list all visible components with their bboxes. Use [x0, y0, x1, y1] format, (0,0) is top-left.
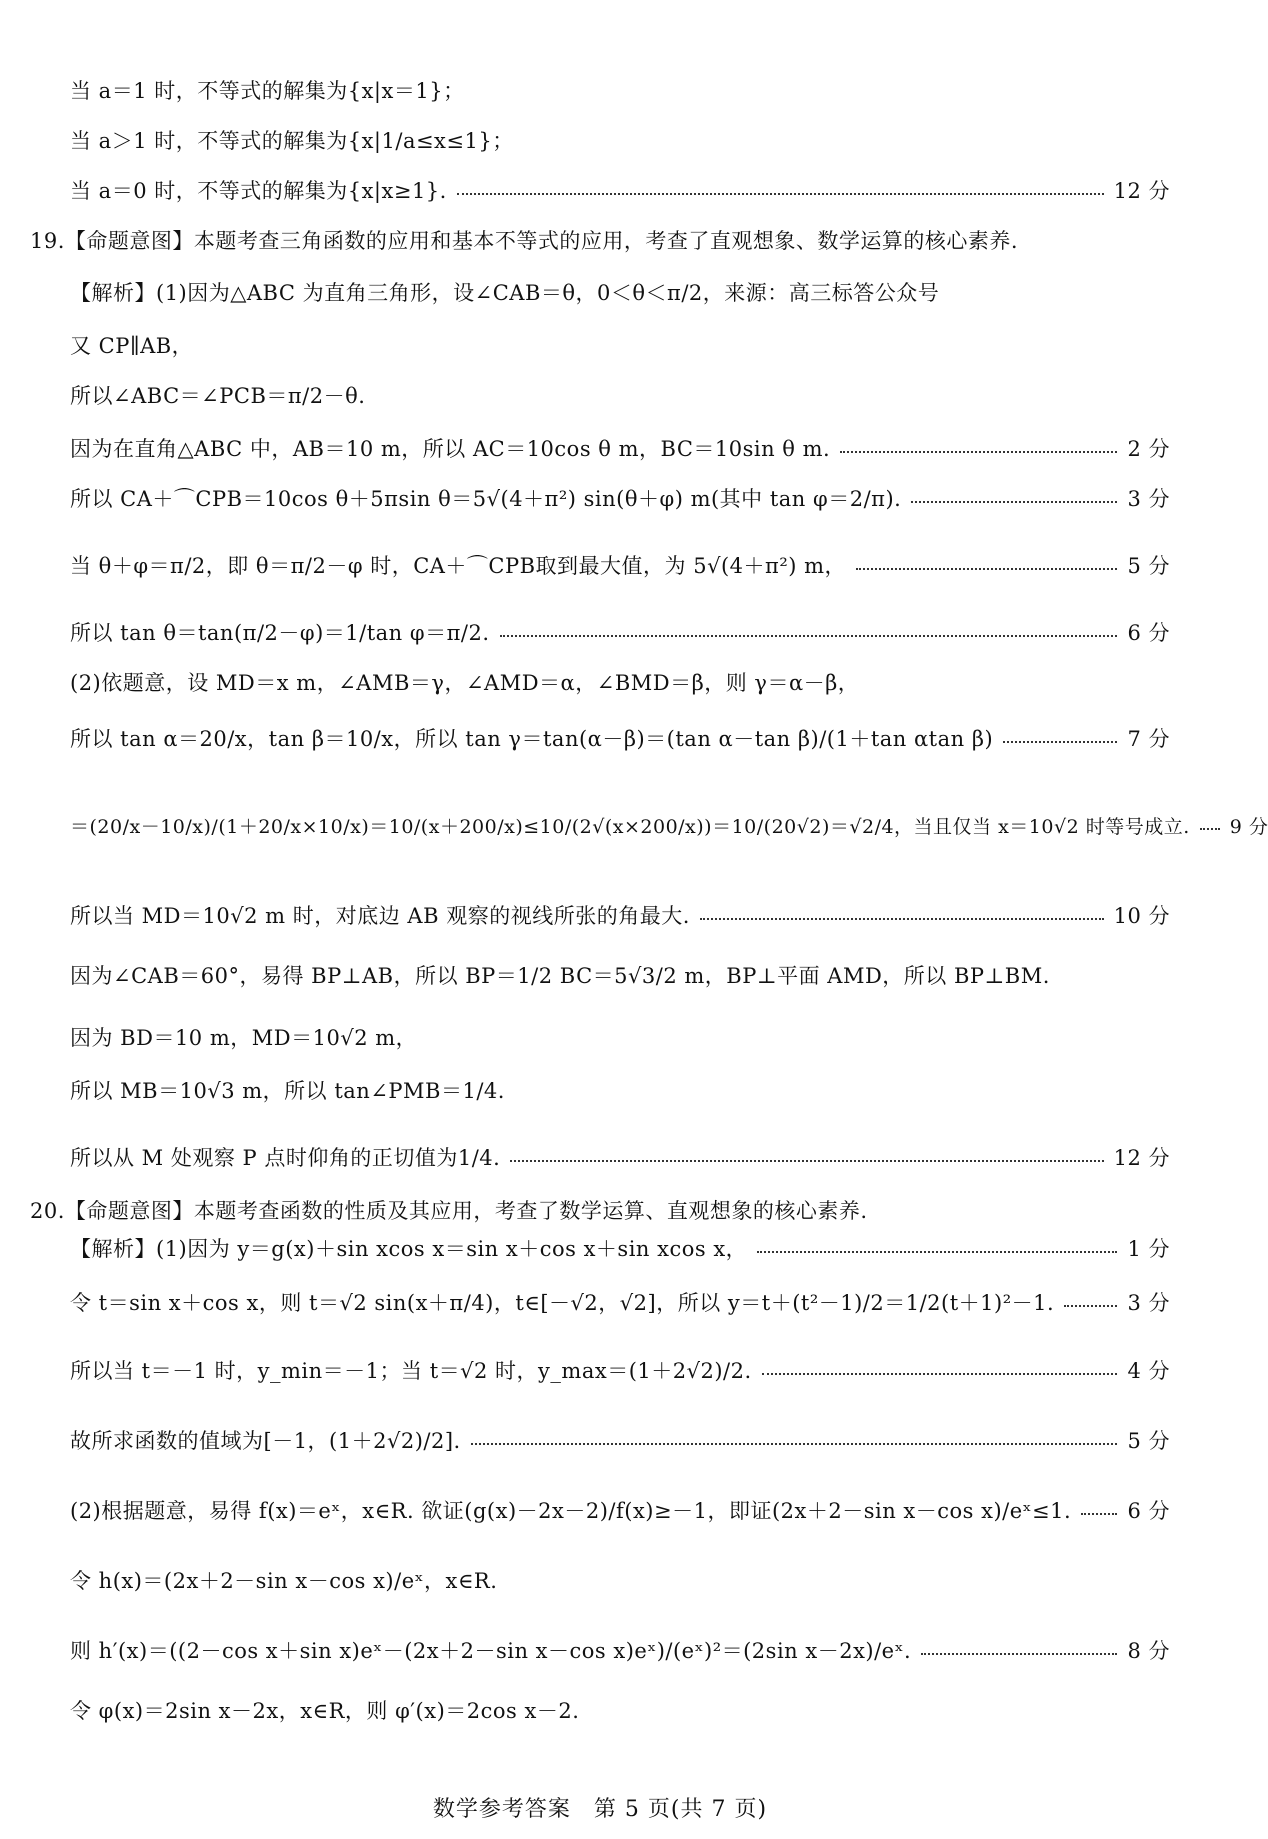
text-line [70, 1680, 1170, 1740]
line-text: 【解析】(1)因为 y＝g(x)＋sin xcos x＝sin x＋cos x＋sin xcos x， [70, 1237, 748, 1261]
text-line [70, 1620, 1170, 1680]
line-text: (2)依题意，设 MD＝x m，∠AMB＝γ，∠AMD＝α，∠BMD＝β，则 γ＝α－β， [70, 671, 860, 695]
dot-leader [911, 501, 1117, 503]
line-text: 因为 BD＝10 m，MD＝10√2 m， [70, 1026, 418, 1050]
score-label: 5 分 [1127, 554, 1170, 578]
dot-leader [1064, 1305, 1117, 1307]
text-line [70, 1127, 1170, 1187]
line-text: 令 φ(x)＝2sin x－2x，x∈R，则 φ′(x)＝2cos x－2. [70, 1699, 580, 1723]
text-line [70, 1410, 1170, 1470]
text-line [70, 708, 1170, 768]
line-text: 所以 MB＝10√3 m，所以 tan∠PMB＝1/4. [70, 1079, 505, 1103]
score-label: 4 分 [1127, 1359, 1170, 1383]
score-label: 1 分 [1127, 1237, 1170, 1261]
text-line [70, 652, 1170, 712]
score-label: 2 分 [1127, 437, 1170, 461]
dot-leader [471, 1443, 1118, 1445]
score-label: 12 分 [1113, 1146, 1170, 1170]
line-text: 【解析】(1)因为△ABC 为直角三角形，设∠CAB＝θ，0＜θ＜π/2，来源：高三标答公众号 [70, 281, 940, 305]
text-line [70, 1480, 1170, 1540]
line-text: 因为在直角△ABC 中，AB＝10 m，所以 AC＝10cos θ m，BC＝10sin θ m. [70, 437, 831, 461]
text-line [70, 885, 1170, 945]
text-line [70, 468, 1170, 528]
line-text: (2)根据题意，易得 f(x)＝eˣ，x∈R. 欲证(g(x)－2x－2)/f(x)≥－1，即证(2x＋2－sin x－cos x)/eˣ≤1. [70, 1499, 1072, 1523]
dot-leader [500, 635, 1118, 637]
line-text: 所以∠ABC＝∠PCB＝π/2－θ. [70, 384, 366, 408]
line-text: 故所求函数的值域为[－1，(1＋2√2)/2]. [70, 1429, 461, 1453]
text-line [70, 1550, 1170, 1610]
dot-leader [757, 1251, 1117, 1253]
score-label: 10 分 [1113, 904, 1170, 928]
score-label: 3 分 [1127, 1291, 1170, 1315]
text-line [70, 1272, 1170, 1332]
score-label: 8 分 [1127, 1639, 1170, 1663]
score-label: 5 分 [1127, 1429, 1170, 1453]
score-label: 9 分 [1229, 815, 1268, 838]
dot-leader [840, 451, 1117, 453]
score-label: 12 分 [1113, 179, 1170, 203]
text-line [70, 1218, 1170, 1278]
score-label: 7 分 [1127, 727, 1170, 751]
dot-leader [700, 918, 1104, 920]
dot-leader [856, 568, 1117, 570]
text-line [70, 262, 1170, 322]
line-text: 所以 tan α＝20/x，tan β＝10/x，所以 tan γ＝tan(α－β)＝(tan α－tan β)/(1＋tan αtan β) [70, 727, 994, 751]
line-text: 所以从 M 处观察 P 点时仰角的正切值为1/4. [70, 1146, 501, 1170]
line-text: 令 t＝sin x＋cos x，则 t＝√2 sin(x＋π/4)，t∈[－√2，√2]，所以 y＝t＋(t²－1)/2＝1/2(t＋1)²－1. [70, 1291, 1055, 1315]
text-line [70, 1340, 1170, 1400]
score-label: 6 分 [1127, 1499, 1170, 1523]
line-text: 则 h′(x)＝((2－cos x＋sin x)eˣ－(2x＋2－sin x－cos x)eˣ)/(eˣ)²＝(2sin x－2x)/eˣ. [70, 1639, 912, 1663]
score-label: 6 分 [1127, 621, 1170, 645]
dot-leader [510, 1160, 1103, 1162]
line-text: 当 a＝1 时，不等式的解集为{x|x＝1}； [70, 79, 465, 103]
text-line [70, 535, 1170, 595]
dot-leader [1003, 741, 1117, 743]
text-line [70, 945, 1170, 1005]
line-text: 当 θ＋φ＝π/2，即 θ＝π/2－φ 时，CA＋⌒CPB取到最大值，为 5√(4＋π²) m， [70, 554, 847, 578]
line-text: 所以当 MD＝10√2 m 时，对底边 AB 观察的视线所张的角最大. [70, 904, 690, 928]
line-text: 令 h(x)＝(2x＋2－sin x－cos x)/eˣ，x∈R. [70, 1569, 498, 1593]
line-text: 20.【命题意图】本题考查函数的性质及其应用，考查了数学运算、直观想象的核心素养. [30, 1199, 868, 1223]
line-text: 所以当 t＝－1 时，y_min＝－1；当 t＝√2 时，y_max＝(1＋2√2)/2. [70, 1359, 752, 1383]
question-19-heading [30, 210, 1130, 270]
dot-leader [1081, 1513, 1117, 1515]
line-text: 19.【命题意图】本题考查三角函数的应用和基本不等式的应用，考查了直观想象、数学运算的核心素养. [30, 229, 1019, 253]
score-label: 3 分 [1127, 487, 1170, 511]
text-line [70, 1007, 1170, 1067]
text-line [70, 365, 1170, 425]
page-footer: 数学参考答案 第 5 页(共 7 页) [432, 1797, 768, 1822]
text-line [70, 1060, 1170, 1120]
line-text: 当 a＝0 时，不等式的解集为{x|x≥1}. [70, 179, 447, 203]
line-text: ＝(20/x－10/x)/(1＋20/x×10/x)＝10/(x＋200/x)≤10/(2√(x×200/x))＝10/(20√2)＝√2/4，当且仅当 x＝10√2 时等号成立. [70, 815, 1190, 838]
line-text: 所以 tan θ＝tan(π/2－φ)＝1/tan φ＝π/2. [70, 621, 490, 645]
dot-leader [1200, 828, 1220, 830]
line-text: 当 a＞1 时，不等式的解集为{x|1/a≤x≤1}； [70, 129, 514, 153]
dot-leader [457, 193, 1104, 195]
dot-leader [762, 1373, 1118, 1375]
line-text: 又 CP∥AB， [70, 334, 194, 358]
line-text: 因为∠CAB＝60°，易得 BP⊥AB，所以 BP＝1/2 BC＝5√3/2 m，BP⊥平面 AMD，所以 BP⊥BM. [70, 964, 1050, 988]
text-line [70, 795, 1268, 855]
line-text: 所以 CA＋⌒CPB＝10cos θ＋5πsin θ＝5√(4＋π²) sin(θ＋φ) m(其中 tan φ＝2/π). [70, 487, 902, 511]
dot-leader [921, 1653, 1117, 1655]
